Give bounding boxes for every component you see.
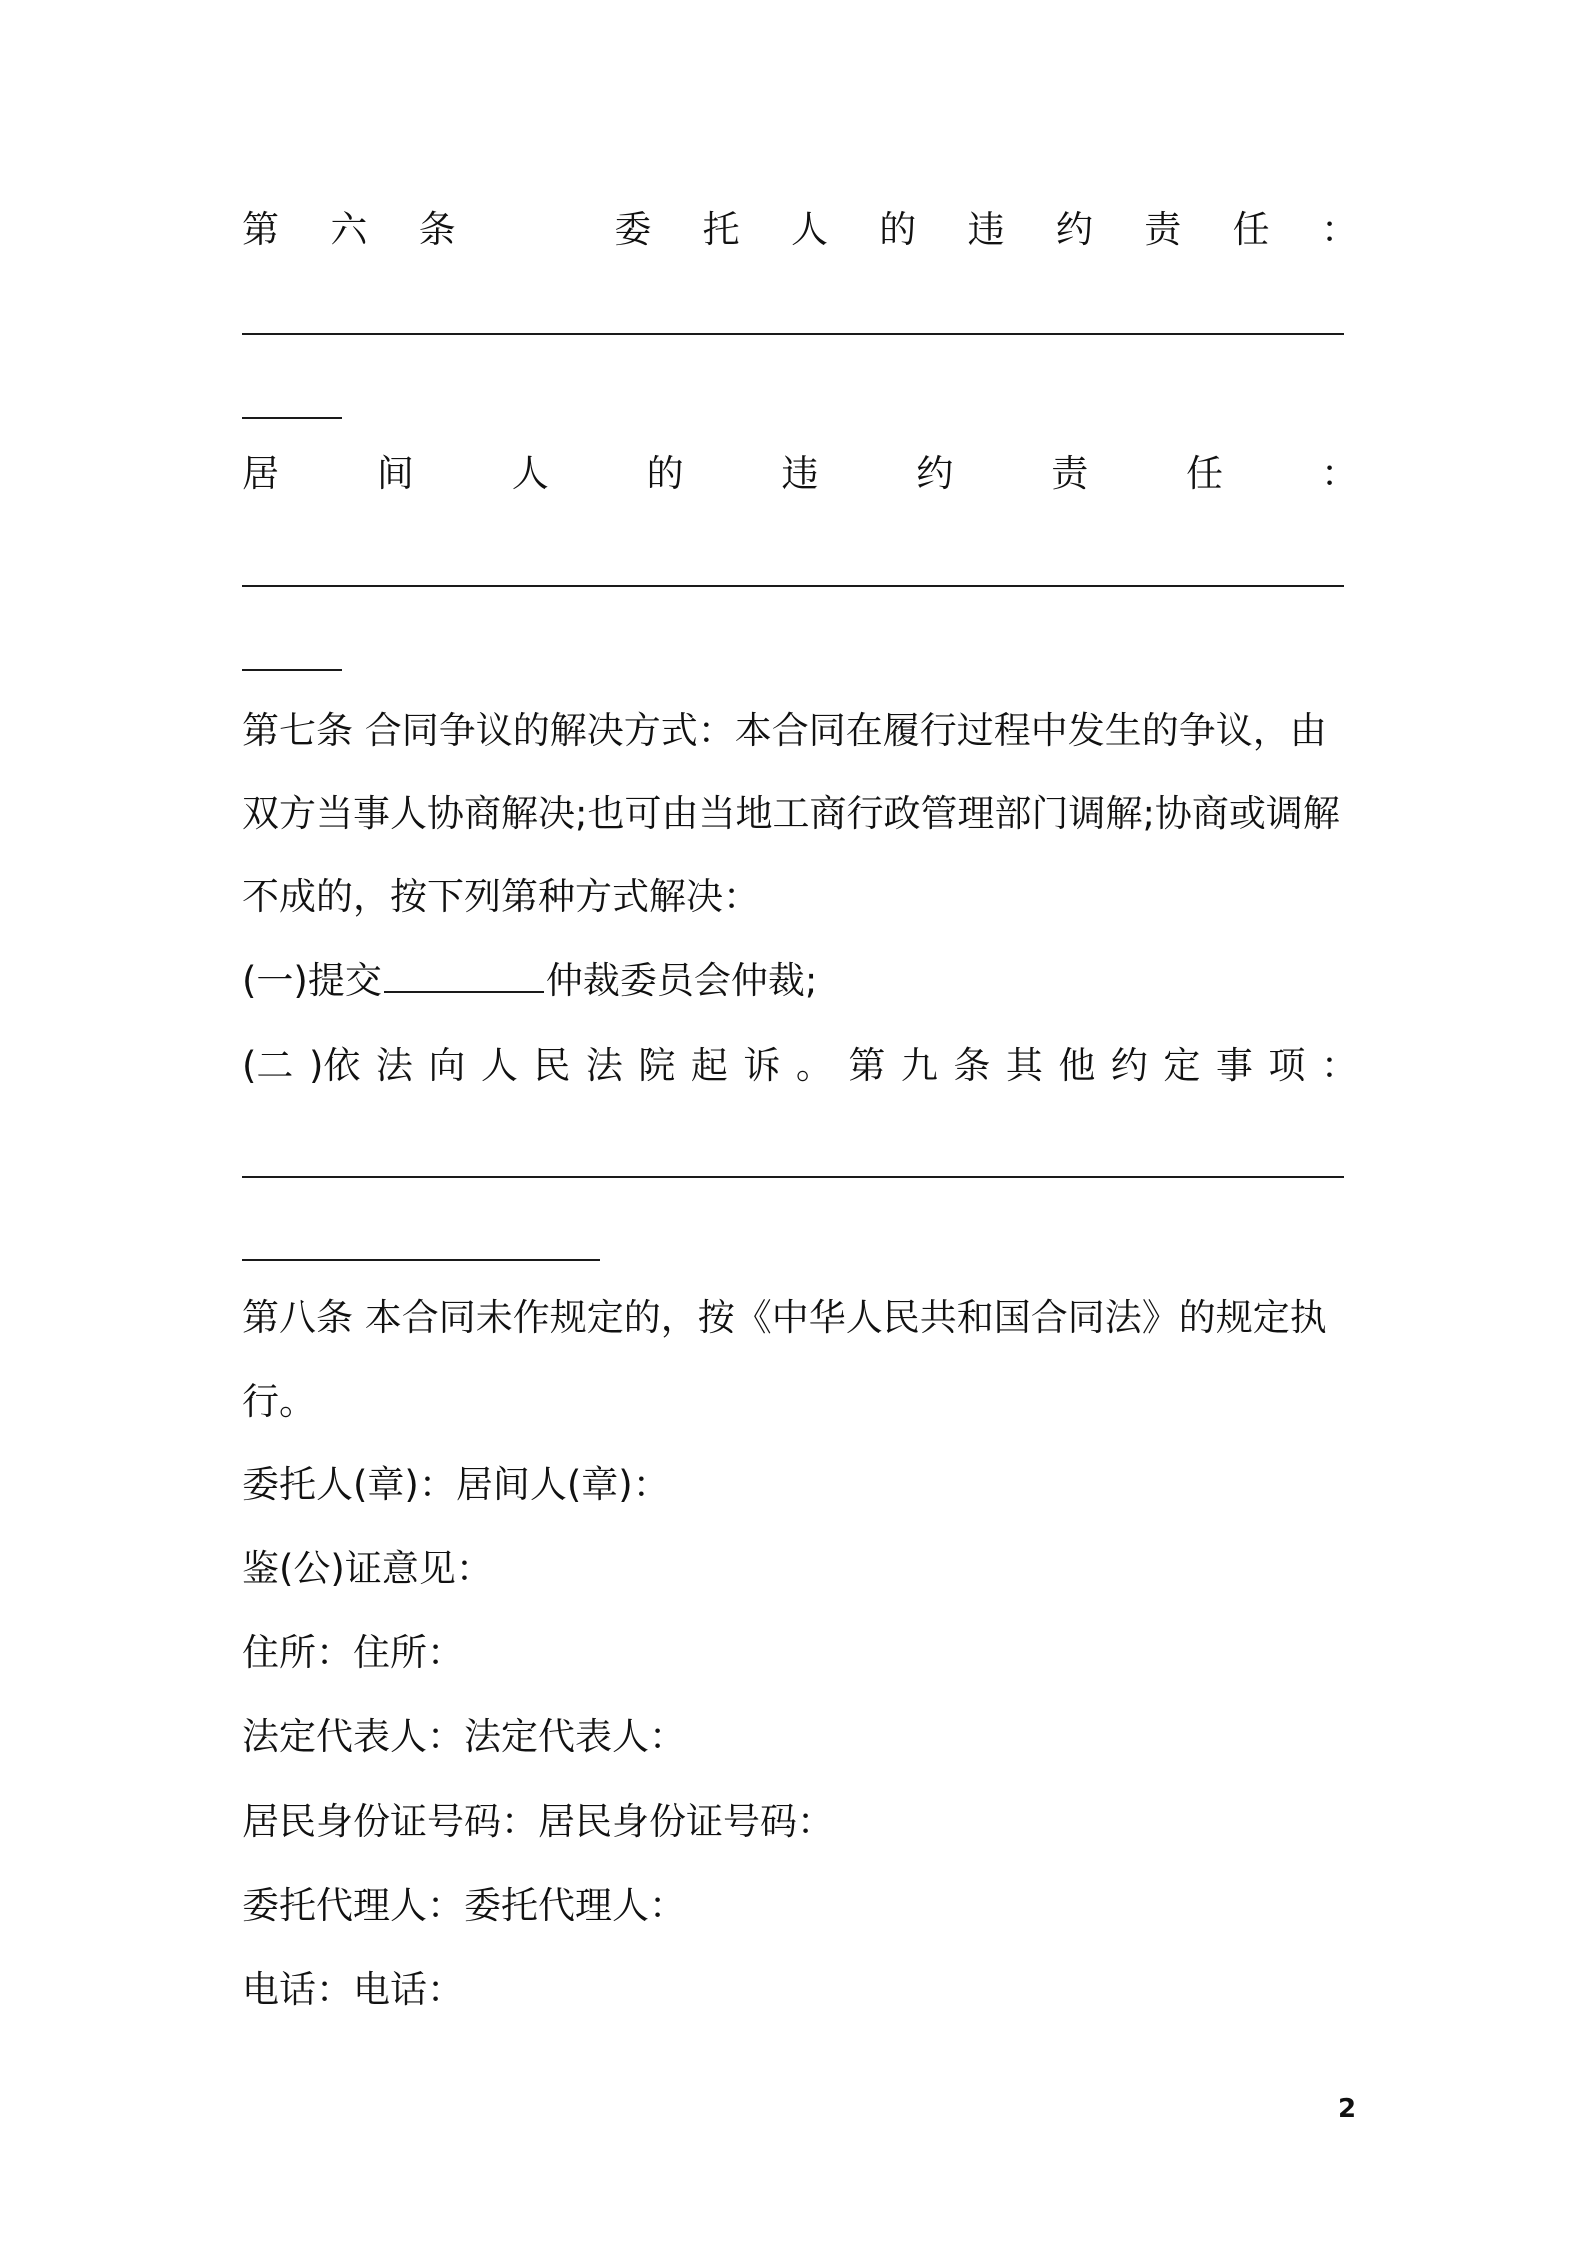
page-number: 2 bbox=[1338, 2094, 1357, 2124]
liability-char: 责 bbox=[1051, 452, 1089, 495]
litigation-char: 法 bbox=[585, 1044, 623, 1087]
liability-char: 违 bbox=[781, 452, 819, 495]
article8-line: 行。 bbox=[242, 1380, 316, 1423]
arbitration-committee-blank bbox=[384, 957, 544, 993]
article9-char: 第 bbox=[848, 1044, 886, 1087]
arbitration-option-prefix: (一)提交 bbox=[242, 959, 382, 1002]
article6-label-char: 的 bbox=[879, 208, 917, 251]
litigation-option-line bbox=[242, 1040, 1358, 1092]
article9-char: 事 bbox=[1215, 1044, 1253, 1087]
liability-char: 任 bbox=[1186, 452, 1224, 495]
arbitration-option-suffix: 仲裁委员会仲裁; bbox=[545, 959, 818, 1002]
article9-char: 项 bbox=[1268, 1044, 1306, 1087]
authorized-agent-line: 委托代理人：委托代理人： bbox=[242, 1884, 686, 1927]
article7-line: 不成的，按下列第种方式解决： bbox=[242, 875, 760, 918]
fill-in-blank-line bbox=[242, 1259, 600, 1261]
litigation-char: 诉 bbox=[743, 1044, 781, 1087]
article6-label-char: 违 bbox=[967, 208, 1005, 251]
notarization-line: 鉴(公)证意见： bbox=[242, 1547, 493, 1590]
liability-char: ： bbox=[1321, 452, 1358, 495]
arbitration-option-line bbox=[242, 955, 1358, 1007]
article9-char: 他 bbox=[1058, 1044, 1096, 1087]
article6-label-char: 任 bbox=[1232, 208, 1270, 251]
litigation-char: 民 bbox=[533, 1044, 571, 1087]
article6-heading-char: 条 bbox=[418, 208, 456, 251]
article7-line: 双方当事人协商解决;也可由当地工商行政管理部门调解;协商或调解 bbox=[242, 792, 1340, 835]
address-line: 住所：住所： bbox=[242, 1631, 464, 1674]
litigation-char: (二 bbox=[242, 1044, 294, 1087]
litigation-char: )依 bbox=[308, 1044, 361, 1087]
intermediary-liability-line bbox=[242, 448, 1358, 500]
article6-label-char: ： bbox=[1320, 208, 1358, 251]
fill-in-blank-line bbox=[242, 333, 1344, 335]
article7-line: 第七条 合同争议的解决方式：本合同在履行过程中发生的争议，由 bbox=[242, 709, 1327, 752]
fill-in-blank-line bbox=[242, 669, 342, 671]
litigation-char: 。 bbox=[795, 1044, 833, 1087]
liability-char: 约 bbox=[916, 452, 954, 495]
legal-representative-line: 法定代表人：法定代表人： bbox=[242, 1715, 686, 1758]
litigation-char: 法 bbox=[375, 1044, 413, 1087]
article6-label-char: 约 bbox=[1055, 208, 1093, 251]
article9-char: ： bbox=[1320, 1044, 1358, 1087]
liability-char: 人 bbox=[511, 452, 549, 495]
article9-char: 九 bbox=[900, 1044, 938, 1087]
signature-seal-line: 委托人(章)：居间人(章)： bbox=[242, 1463, 670, 1506]
article9-char: 定 bbox=[1163, 1044, 1201, 1087]
liability-char: 居 bbox=[242, 452, 279, 495]
fill-in-blank-line bbox=[242, 585, 1344, 587]
liability-char: 间 bbox=[376, 452, 414, 495]
liability-char: 的 bbox=[646, 452, 684, 495]
article6-label-char: 责 bbox=[1144, 208, 1182, 251]
article9-char: 其 bbox=[1005, 1044, 1043, 1087]
litigation-char: 向 bbox=[428, 1044, 466, 1087]
fill-in-blank-line bbox=[242, 1176, 1344, 1178]
article6-label-char: 人 bbox=[790, 208, 828, 251]
article6-heading-char: 第 bbox=[242, 208, 279, 251]
article9-char: 条 bbox=[953, 1044, 991, 1087]
article8-line: 第八条 本合同未作规定的，按《中华人民共和国合同法》的规定执 bbox=[242, 1296, 1327, 1339]
telephone-line: 电话：电话： bbox=[242, 1968, 464, 2011]
fill-in-blank-line bbox=[242, 417, 342, 419]
article9-char: 约 bbox=[1110, 1044, 1148, 1087]
article6-label-char: 委 bbox=[614, 208, 652, 251]
article6-heading-line bbox=[242, 204, 1358, 256]
article6-heading-char: 六 bbox=[330, 208, 368, 251]
litigation-char: 人 bbox=[480, 1044, 518, 1087]
id-number-line: 居民身份证号码：居民身份证号码： bbox=[242, 1800, 834, 1843]
article6-label-char: 托 bbox=[702, 208, 740, 251]
litigation-char: 起 bbox=[690, 1044, 728, 1087]
litigation-char: 院 bbox=[638, 1044, 676, 1087]
